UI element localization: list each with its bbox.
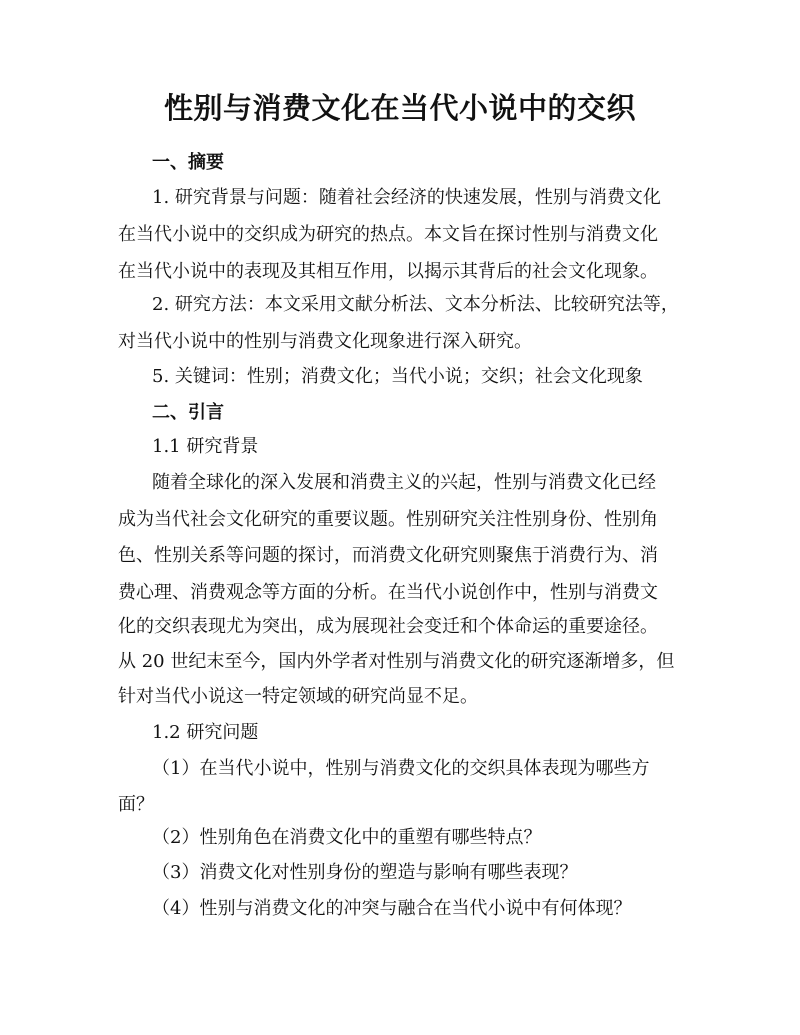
question-1-line: （1）在当代小说中，性别与消费文化的交织具体表现为哪些方	[152, 758, 650, 779]
background-paragraph-line: 化的交织表现尤为突出，成为展现社会变迁和个体命运的重要途径。	[118, 616, 658, 637]
background-paragraph-line: 针对当代小说这一特定领域的研究尚显不足。	[118, 686, 478, 707]
abstract-item1-line: 1. 研究背景与问题：随着社会经济的快速发展，性别与消费文化	[152, 187, 661, 208]
document-title: 性别与消费文化在当代小说中的交织	[163, 91, 636, 125]
abstract-item2-line: 2. 研究方法：本文采用文献分析法、文本分析法、比较研究法等，	[152, 294, 679, 315]
question-2: （2）性别角色在消费文化中的重塑有哪些特点？	[152, 827, 542, 848]
background-paragraph-line: 费心理、消费观念等方面的分析。在当代小说创作中，性别与消费文	[118, 582, 658, 603]
section-heading-questions: 1.2 研究问题	[152, 722, 259, 743]
abstract-item1-line: 在当代小说中的表现及其相互作用，以揭示其背后的社会文化现象。	[118, 261, 658, 282]
abstract-heading: 一、摘要	[152, 152, 224, 173]
keywords-line: 5. 关键词：性别；消费文化；当代小说；交织；社会文化现象	[152, 366, 643, 387]
question-3: （3）消费文化对性别身份的塑造与影响有哪些表现？	[152, 862, 578, 883]
background-paragraph-line: 从 20 世纪末至今，国内外学者对性别与消费文化的研究逐渐增多，但	[118, 651, 675, 672]
abstract-item2-line: 对当代小说中的性别与消费文化现象进行深入研究。	[118, 331, 532, 352]
abstract-item1-line: 在当代小说中的交织成为研究的热点。本文旨在探讨性别与消费文化	[118, 224, 658, 245]
introduction-heading: 二、引言	[152, 402, 224, 423]
background-paragraph-line: 随着全球化的深入发展和消费主义的兴起，性别与消费文化已经	[152, 472, 656, 493]
background-paragraph-line: 成为当代社会文化研究的重要议题。性别研究关注性别身份、性别角	[118, 509, 658, 530]
question-1-line: 面？	[118, 794, 154, 815]
question-4: （4）性别与消费文化的冲突与融合在当代小说中有何体现？	[152, 898, 632, 919]
background-paragraph-line: 色、性别关系等问题的探讨，而消费文化研究则聚焦于消费行为、消	[118, 545, 658, 566]
section-heading-background: 1.1 研究背景	[152, 436, 259, 457]
